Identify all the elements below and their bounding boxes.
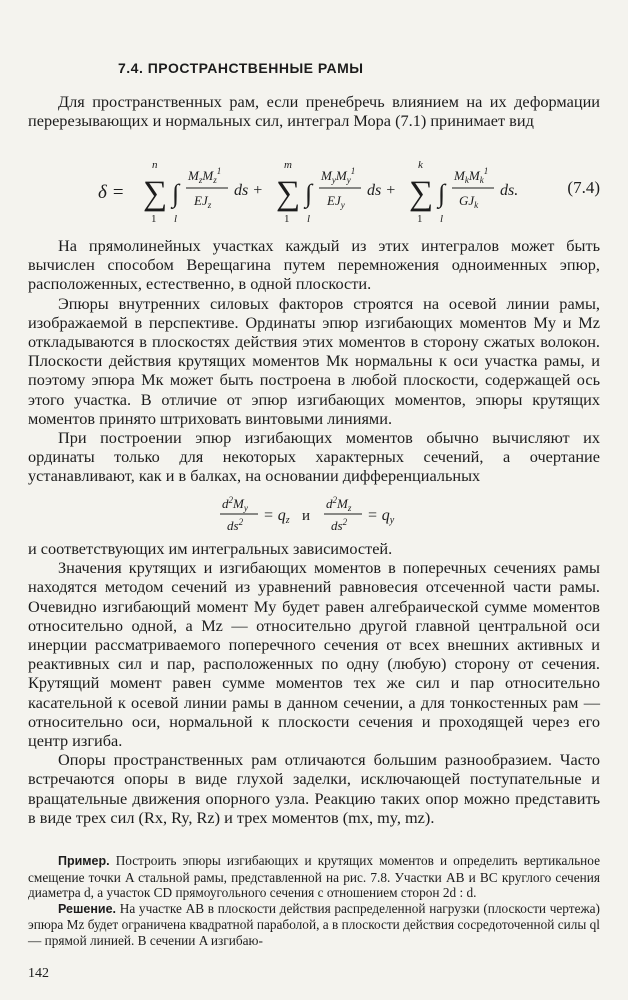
integral-2: ∫ xyxy=(305,179,313,208)
integral-1-limit: l xyxy=(174,213,178,225)
paragraph-moment-values: Значения крутящих и изгибающих моментов в поперечных сечениях рамы находятся методом сечений из уравнений равновесия отсеченной части рамы. Очевидно изгибающий момент My будет равен алгебраической сумме моментов относительно одной, а Mz — относительно другой главной центральной оси инерции рассматриваемого поперечного сечения от всех внешних активных и реактивных сил и пар, расположенных по одну (любую) сторону от сечения. Крутящий момент равен сумме моментов тех же сил и пар относительно касательной к осевой линии рамы в данном сечении, а для тонкостенных рам — относительно оси, нормальной к плоскости сечения и проходящей через его центр изгиба. xyxy=(28,558,600,751)
sigma-3-upper: k xyxy=(418,159,423,171)
fraction-2-numerator: $M_yM_y^1$ xyxy=(321,166,356,185)
sigma-1-lower: 1 xyxy=(151,213,157,225)
fraction-3-numerator: $M_kM_k^1$ xyxy=(454,166,489,185)
integral-3-limit: l xyxy=(440,213,444,225)
body-paragraphs-2 xyxy=(28,539,600,827)
paragraph-construction: При построении эпюр изгибающих моментов обычно вычисляют их ординаты только для некоторых характерных сечений, а очертание устанавливают, как и в балках, на основании дифференциальных xyxy=(28,428,600,486)
sigma-3: ∑ xyxy=(409,175,434,212)
intro-paragraph xyxy=(28,92,600,130)
formula-7-4-graphic xyxy=(0,158,628,228)
paragraph-vereshchagin: На прямолинейных участках каждый из этих интегралов может быть вычислен способом Верещагина путем перемножения одноименных эпюр, расположенных, естественно, в одной плоскости. xyxy=(28,236,600,294)
fraction-2-denominator: $EJ_y$ xyxy=(327,193,345,210)
section-heading: 7.4. ПРОСТРАНСТВЕННЫЕ РАМЫ xyxy=(118,60,364,76)
paragraph-supports: Опоры пространственных рам отличаются большим разнообразием. Часто встречаются опоры в виде глухой заделки, исключающей поступательные и вращательные движения опорного узла. Реакцию таких опор можно представить в виде трех сил (Rx, Ry, Rz) и трех моментов (mx, my, mz). xyxy=(28,750,600,827)
integral-2-limit: l xyxy=(307,213,311,225)
sigma-2: ∑ xyxy=(276,175,301,212)
mohr-integral-formula xyxy=(0,158,628,228)
fraction-1-numerator: $M_zM_z^1$ xyxy=(188,166,222,185)
differential-relations-formula xyxy=(0,490,628,536)
sigma-2-lower: 1 xyxy=(284,213,290,225)
body-paragraphs-1 xyxy=(28,236,600,486)
formula-lhs: δ = xyxy=(98,182,125,203)
sigma-1: ∑ xyxy=(143,175,168,212)
diff-1-rhs: = qz xyxy=(263,507,290,526)
diff-1-denominator: $ds^2$ xyxy=(227,517,244,533)
paragraph-integral-relations: и соответствующих им интегральных зависимостей. xyxy=(28,539,393,558)
solution-text: На участке AB в плоскости действия распределенной нагрузки (плоскости чертежа) эпюра Mz будет ограничена квадратной параболой, а в плоскости действия сосредоточенной силы ql — прямой линией. В сечении A изгибаю- xyxy=(28,900,600,948)
diff-1-numerator: $d^2M_y$ xyxy=(222,495,248,513)
example-label: Пример. xyxy=(58,854,110,868)
example-text: Построить эпюры изгибающих и крутящих моментов и определить вертикальное смещение точки A стальной рамы, представленной на рис. 7.8. Участки AB и BC круглого сечения диаметра d, а участок CD прямоугольного сечения с отношением сторон 2d : d. xyxy=(28,853,600,900)
intro-text: Для пространственных рам, если пренебречь влиянием на их деформации перерезывающих и нормальных сил, интеграл Мора (7.1) принимает вид xyxy=(28,92,600,131)
integral-1: ∫ xyxy=(172,179,180,208)
sigma-1-upper: n xyxy=(152,159,158,171)
ds-1: ds + xyxy=(234,182,264,199)
integral-3: ∫ xyxy=(438,179,446,208)
diff-2-numerator: $d^2M_z$ xyxy=(326,495,352,513)
fraction-3-denominator: $GJ_k$ xyxy=(459,193,479,210)
solution-paragraph xyxy=(28,901,600,949)
equation-number: (7.4) xyxy=(567,178,600,197)
ds-2: ds + xyxy=(367,182,397,199)
sigma-3-lower: 1 xyxy=(417,213,423,225)
conjunction-and: и xyxy=(302,508,311,524)
example-paragraph xyxy=(28,853,600,901)
example-block xyxy=(28,853,600,948)
paragraph-diagrams: Эпюры внутренних силовых факторов строятся на осевой линии рамы, изображаемой в перспективе. Ординаты эпюр изгибающих моментов My и Mz откладываются в плоскостях действия этих моментов в сторону сжатых волокон. Плоскости действия крутящих моментов Mк нормальны к оси участка рамы, и поэтому эпюра Mк может быть построена в любой плоскости, содержащей ось этого участка. В отличие от эпюр изгибающих моментов, эпюры крутящих моментов принято штриховать винтовыми линиями. xyxy=(28,293,600,428)
page-number: 142 xyxy=(28,966,49,981)
sigma-2-upper: m xyxy=(284,159,292,171)
fraction-1-denominator: $EJ_z$ xyxy=(194,193,212,210)
solution-label: Решение. xyxy=(58,901,117,916)
ds-3: ds. xyxy=(500,182,519,199)
diff-2-denominator: $ds^2$ xyxy=(331,517,348,533)
differential-relations-graphic xyxy=(0,490,628,536)
diff-2-rhs: = qy xyxy=(367,507,395,526)
